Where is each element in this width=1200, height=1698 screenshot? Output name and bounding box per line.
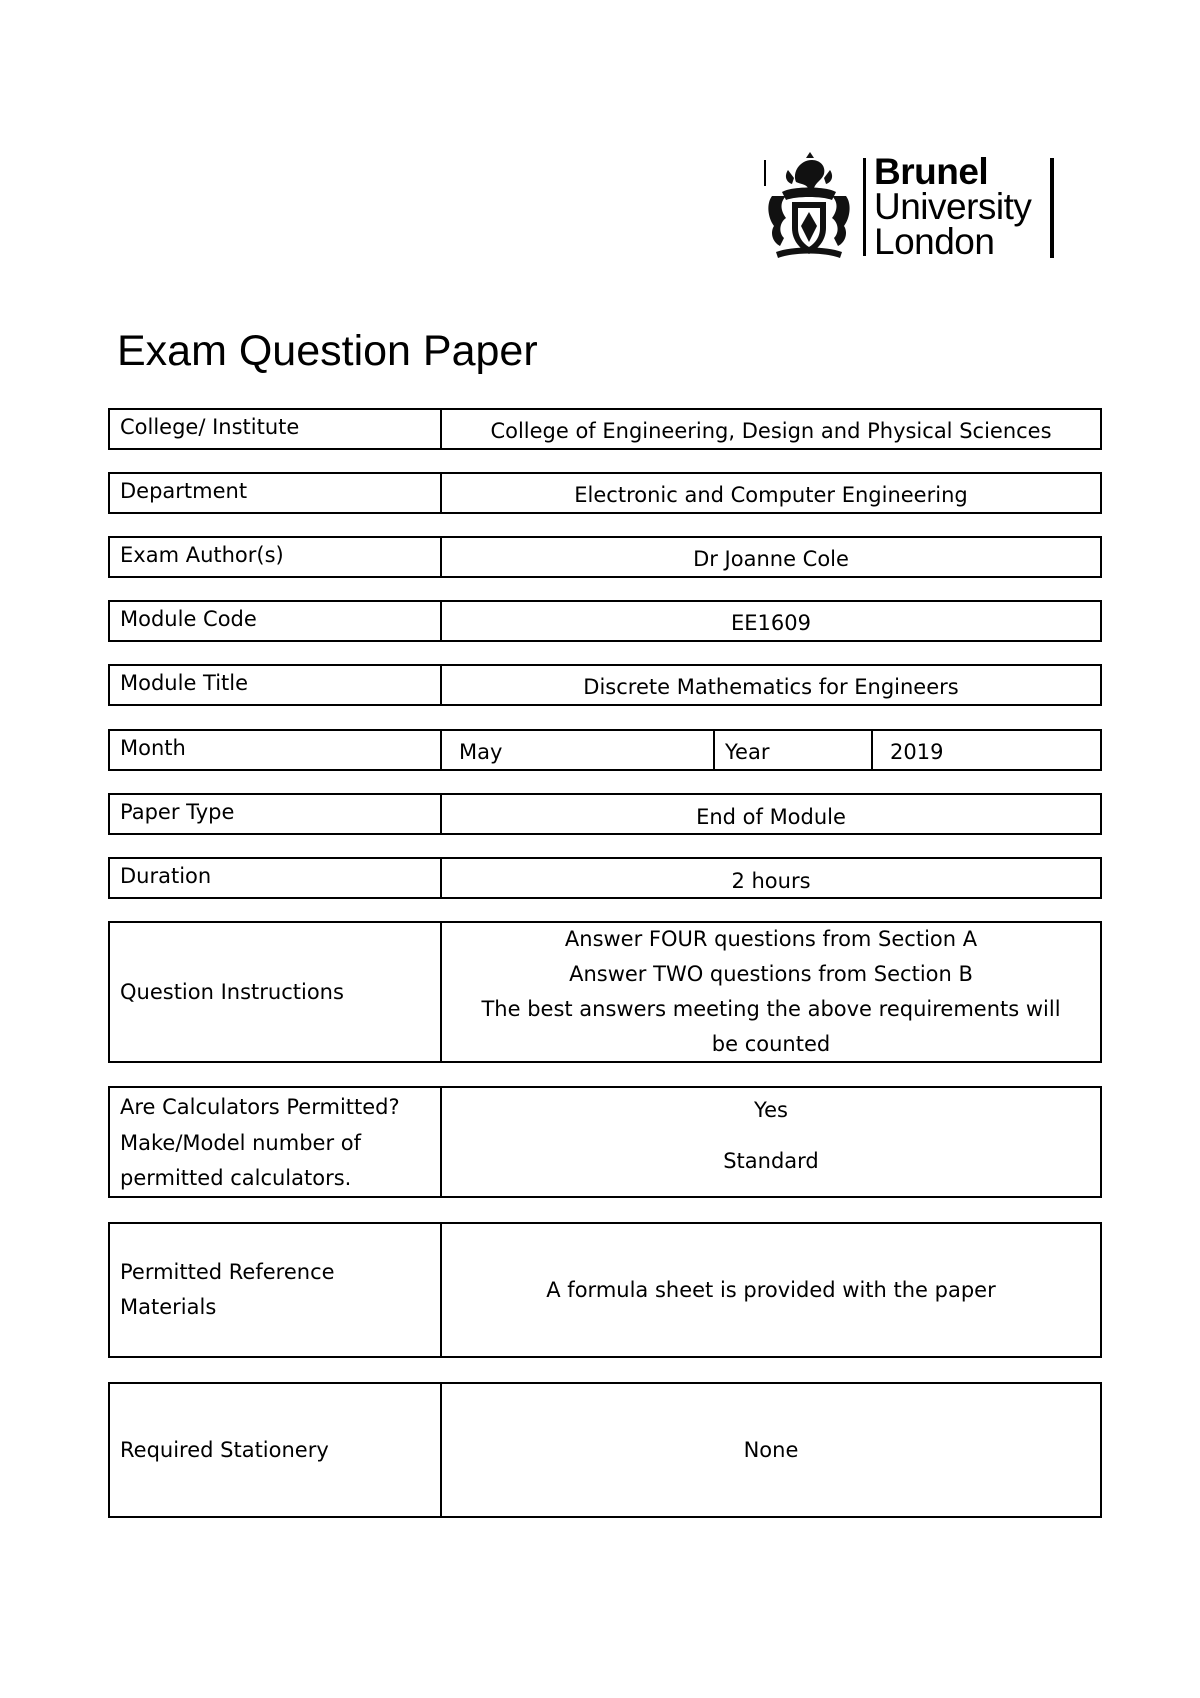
instruction-line: be counted [711, 1032, 831, 1056]
field-row-stationery [108, 1382, 1102, 1518]
label-line: Materials [120, 1295, 217, 1319]
field-label: Department [110, 474, 442, 512]
field-value: End of Module [696, 805, 846, 829]
field-label [110, 1224, 442, 1356]
field-label [110, 1126, 442, 1196]
field-row-module-title [108, 664, 1102, 706]
field-row-reference [108, 1222, 1102, 1358]
instruction-line: The best answers meeting the above requirements will [481, 997, 1061, 1021]
year-label: Year [715, 731, 873, 769]
field-group-calculators [108, 1086, 1102, 1198]
label-line: permitted calculators. [120, 1166, 352, 1190]
field-row-author [108, 536, 1102, 578]
instruction-line: Answer FOUR questions from Section A [564, 927, 978, 951]
field-value: EE1609 [731, 611, 811, 635]
logo-line-london: London [874, 221, 995, 262]
logo-divider [863, 158, 866, 256]
field-value: College of Engineering, Design and Physical Sciences [490, 419, 1052, 443]
instructions-list [442, 923, 1100, 1061]
label-line: Make/Model number of [120, 1131, 361, 1155]
field-value: Electronic and Computer Engineering [574, 483, 968, 507]
field-row-department [108, 472, 1102, 514]
field-row-college [108, 408, 1102, 450]
logo-divider [1050, 158, 1054, 258]
year-value: 2019 [890, 740, 944, 764]
university-logo [762, 152, 1062, 262]
field-row-instructions [108, 921, 1102, 1063]
field-label: Module Title [110, 666, 442, 704]
field-row-month-year [108, 729, 1102, 771]
month-value: May [442, 731, 715, 769]
field-label: Exam Author(s) [110, 538, 442, 576]
university-crest-icon [762, 152, 856, 262]
field-value: Discrete Mathematics for Engineers [583, 675, 959, 699]
logo-line-brunel: Brunel [874, 151, 989, 192]
field-label: Module Code [110, 602, 442, 640]
field-label: Required Stationery [110, 1384, 442, 1516]
page-title: Exam Question Paper [117, 327, 538, 375]
field-value: Standard [723, 1149, 819, 1173]
instruction-line: Answer TWO questions from Section B [569, 962, 973, 986]
logo-line-university: University [874, 186, 1032, 227]
field-row-duration [108, 857, 1102, 899]
field-value: None [743, 1438, 799, 1462]
field-value: Yes [754, 1098, 788, 1122]
field-row-paper-type [108, 793, 1102, 835]
field-row-module-code [108, 600, 1102, 642]
field-label: Duration [110, 859, 442, 897]
field-value: A formula sheet is provided with the paper [546, 1278, 996, 1302]
field-label: Are Calculators Permitted? [110, 1088, 442, 1126]
field-label: Question Instructions [110, 923, 442, 1061]
field-row-calculators [110, 1088, 1100, 1126]
field-value: 2 hours [731, 869, 811, 893]
field-label: Paper Type [110, 795, 442, 833]
field-label: Month [110, 731, 442, 769]
logo-wordmark [874, 151, 1032, 262]
label-line: Permitted Reference [120, 1260, 335, 1284]
field-label: College/ Institute [110, 410, 442, 448]
field-value: Dr Joanne Cole [693, 547, 849, 571]
field-row-calculator-model [110, 1126, 1100, 1196]
